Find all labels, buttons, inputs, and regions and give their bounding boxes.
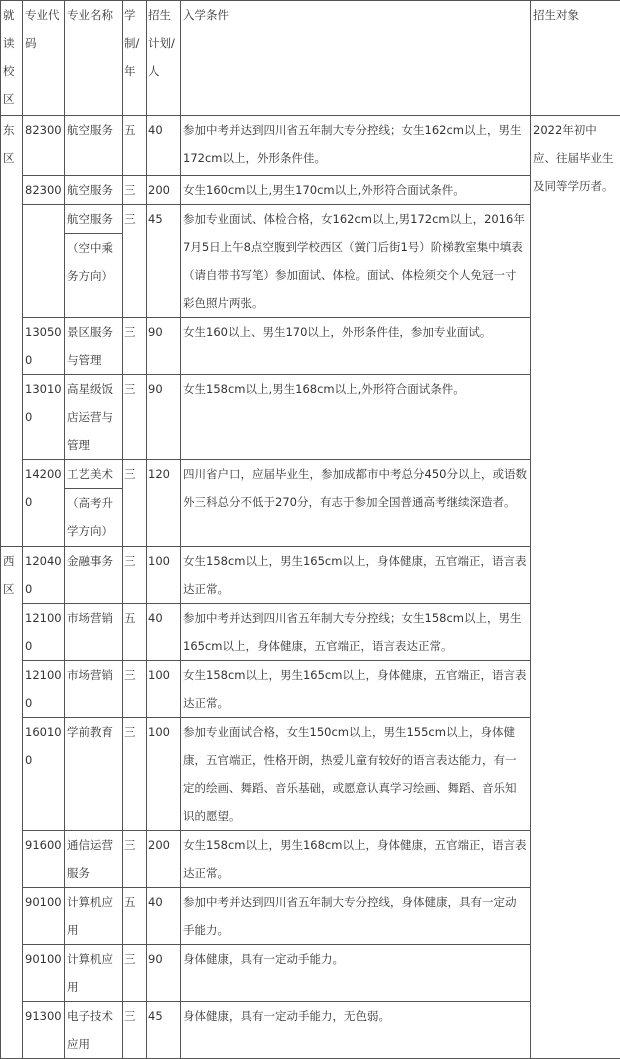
cell-name: 电子技术应用: [65, 1002, 123, 1059]
campus-east: 东区: [1, 116, 23, 547]
cell-years: 三: [123, 945, 147, 1002]
cell-name: 金融事务: [65, 547, 123, 604]
cell-name: 景区服务与管理: [65, 318, 123, 375]
table-row: [1, 1002, 620, 1059]
header-years: 学制/年: [123, 1, 147, 116]
cell-requirements: 女生158cm以上，男生168cm以上，身体健康，五官端正，语言表达正常。: [181, 831, 531, 888]
cell-code: 130100: [23, 375, 65, 460]
cell-plan: 100: [147, 661, 181, 718]
cell-requirements: 女生158cm以上，男生165cm以上，身体健康，五官端正，语言表达正常。: [181, 661, 531, 718]
table-row: [1, 718, 620, 831]
cell-years: 三: [123, 547, 147, 604]
cell-code: 121000: [23, 661, 65, 718]
cell-plan: 200: [147, 176, 181, 205]
cell-years: 三: [123, 205, 147, 318]
cell-requirements: 参加专业面试、体检合格，女162cm以上,男172cm以上，2016年7月5日上午8点空腹到学校西区（黉门后街1号）阶梯教室集中填表（请自带书写笔）参加面试、体检。面试、体检须交个人免冠一寸彩色照片两张。: [181, 205, 531, 318]
table-row: [1, 205, 620, 318]
header-campus: 就读校区: [1, 1, 23, 116]
cell-name: 航空服务: [65, 176, 123, 205]
cell-code: 90100: [23, 888, 65, 945]
cell-name: 计算机应用: [65, 888, 123, 945]
cell-code: 142000: [23, 460, 65, 547]
header-row: [1, 1, 620, 116]
table-row: [1, 460, 620, 547]
cell-years: 三: [123, 375, 147, 460]
table-row: [1, 547, 620, 604]
header-name: 专业名称: [65, 1, 123, 116]
cell-code: 130500: [23, 318, 65, 375]
cell-years: 三: [123, 661, 147, 718]
cell-name: 计算机应用: [65, 945, 123, 1002]
table-row: [1, 116, 620, 176]
header-target: 招生对象: [531, 1, 620, 116]
header-requirements: 入学条件: [181, 1, 531, 116]
table-row: [1, 945, 620, 1002]
cell-name: [65, 205, 123, 318]
cell-name: 学前教育: [65, 718, 123, 831]
cell-requirements: 参加专业面试合格，女生150cm以上，男生155cm以上，身体健康，五官端正，性格开朗，热爱儿童有较好的语言表达能力，有一定的绘画、舞蹈、音乐基础，或愿意认真学习绘画、舞蹈、音乐知识的愿望。: [181, 718, 531, 831]
table-row: [1, 318, 620, 375]
cell-name: [65, 460, 123, 547]
cell-years: 三: [123, 460, 147, 547]
cell-name-sub: （高考升学方向）: [65, 488, 122, 545]
table-row: [1, 375, 620, 460]
cell-plan: 40: [147, 116, 181, 176]
cell-years: 五: [123, 888, 147, 945]
cell-requirements: 女生160cm以上,男生170cm以上,外形符合面试条件。: [181, 176, 531, 205]
cell-name: 航空服务: [65, 116, 123, 176]
cell-name-main: 航空服务: [67, 205, 120, 233]
cell-years: 三: [123, 176, 147, 205]
cell-years: 三: [123, 318, 147, 375]
cell-target: 2022年初中应、往届毕业生及同等学历者。: [531, 116, 620, 1059]
table-row: [1, 176, 620, 205]
cell-code: 160100: [23, 718, 65, 831]
cell-requirements: 女生160以上、男生170以上，外形条件佳，参加专业面试。: [181, 318, 531, 375]
cell-plan: 40: [147, 888, 181, 945]
cell-years: 三: [123, 831, 147, 888]
cell-years: 五: [123, 116, 147, 176]
cell-plan: 45: [147, 1002, 181, 1059]
campus-west: 西区: [1, 547, 23, 1059]
cell-code: 91300: [23, 1002, 65, 1059]
cell-code: 120400: [23, 547, 65, 604]
cell-plan: 40: [147, 604, 181, 661]
cell-plan: 120: [147, 460, 181, 547]
cell-code: [23, 205, 65, 318]
header-code: 专业代码: [23, 1, 65, 116]
cell-requirements: 女生158cm以上，男生165cm以上，身体健康，五官端正，语言表达正常。: [181, 547, 531, 604]
cell-years: 五: [123, 604, 147, 661]
cell-years: 三: [123, 1002, 147, 1059]
table-row: [1, 831, 620, 888]
cell-requirements: 参加中考并达到四川省五年制大专分控线；女生162cm以上，男生172cm以上，外形条件佳。: [181, 116, 531, 176]
cell-requirements: 参加中考并达到四川省五年制大专分控线，身体健康，具有一定动手能力。: [181, 888, 531, 945]
cell-plan: 100: [147, 547, 181, 604]
cell-name-sub: （空中乘务方向）: [65, 233, 122, 290]
cell-code: 121000: [23, 604, 65, 661]
cell-requirements: 女生158cm以上,男生168cm以上,外形符合面试条件。: [181, 375, 531, 460]
cell-name: 市场营销: [65, 661, 123, 718]
cell-years: 三: [123, 718, 147, 831]
table-row: [1, 888, 620, 945]
cell-name: 通信运营服务: [65, 831, 123, 888]
table-row: [1, 661, 620, 718]
cell-code: 82300: [23, 116, 65, 176]
cell-plan: 100: [147, 718, 181, 831]
cell-plan: 90: [147, 318, 181, 375]
cell-plan: 200: [147, 831, 181, 888]
cell-name: 高星级饭店运营与管理: [65, 375, 123, 460]
cell-name: 市场营销: [65, 604, 123, 661]
cell-code: 91600: [23, 831, 65, 888]
header-plan: 招生计划/人: [147, 1, 181, 116]
cell-requirements: 身体健康，具有一定动手能力。: [181, 945, 531, 1002]
cell-code: 90100: [23, 945, 65, 1002]
cell-requirements: 四川省户口，应届毕业生，参加成都市中考总分450分以上，或语数外三科总分不低于270分，有志于参加全国普通高考继续深造者。: [181, 460, 531, 547]
cell-requirements: 身体健康，具有一定动手能力，无色弱。: [181, 1002, 531, 1059]
cell-plan: 90: [147, 375, 181, 460]
cell-requirements: 参加中考并达到四川省五年制大专分控线；女生158cm以上，男生165cm以上，身体健康，五官端正，语言表达正常。: [181, 604, 531, 661]
table-row: [1, 604, 620, 661]
cell-code: 82300: [23, 176, 65, 205]
cell-name-main: 工艺美术: [67, 460, 120, 488]
cell-plan: 45: [147, 205, 181, 318]
cell-plan: 90: [147, 945, 181, 1002]
